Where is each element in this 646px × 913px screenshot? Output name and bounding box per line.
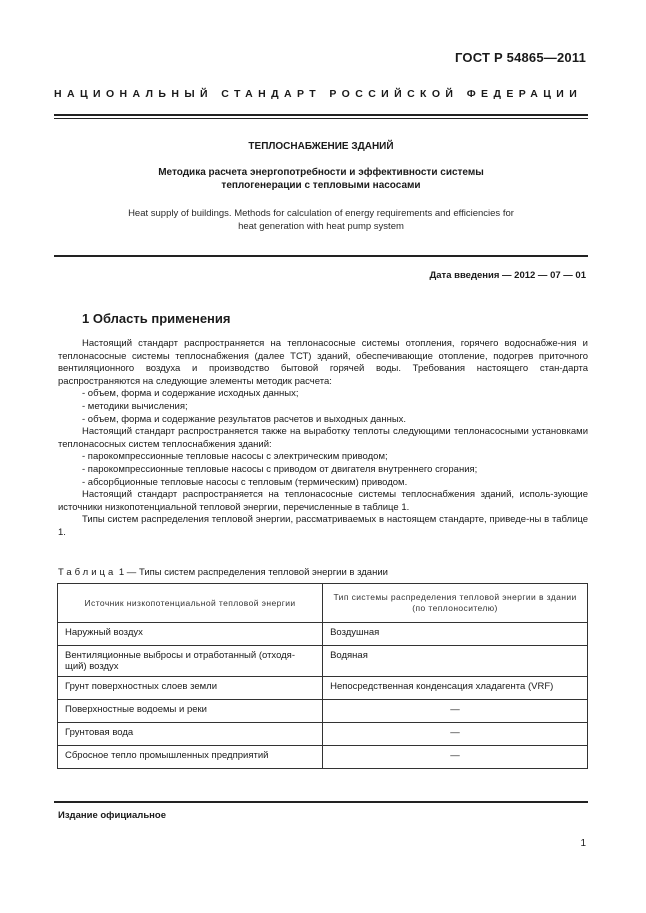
table-cell-system-type: Непосредственная конденсация хладагента (VRF) [323, 677, 588, 700]
table-header-source: Источник низкопотенциальной тепловой энергии [58, 584, 323, 623]
footer-rule [54, 801, 588, 803]
table-cell-source: Поверхностные водоемы и реки [58, 700, 323, 723]
standard-subtitle-line-2: теплогенерации с тепловыми насосами [221, 180, 421, 191]
title-rule-thick [54, 114, 588, 116]
page-number: 1 [580, 838, 586, 849]
table-cell-source: Грунтовая вода [58, 723, 323, 746]
table-cell-system-type: — [323, 700, 588, 723]
national-standard-title: НАЦИОНАЛЬНЫЙ СТАНДАРТ РОССИЙСКОЙ ФЕДЕРАЦИИ [54, 88, 583, 100]
standard-subtitle [54, 166, 588, 192]
table-cell-system-type: Водяная [323, 646, 588, 677]
table-row [58, 746, 588, 769]
english-title-line-1: Heat supply of buildings. Methods for calculation of energy requirements and efficiencies for [128, 208, 514, 219]
paragraph-4: Типы систем распределения тепловой энергии, рассматриваемых в настоящем стандарте, приведе-ны в таблице 1. [58, 514, 588, 538]
standard-subtitle-line-1: Методика расчета энергопотребности и эффективности системы [158, 167, 484, 178]
table-row [58, 646, 588, 677]
table-row [58, 700, 588, 723]
header-rule [54, 255, 588, 257]
table-row [58, 677, 588, 700]
standard-english-title [54, 207, 588, 233]
table-header-row [58, 584, 588, 623]
list-item: - объем, форма и содержание исходных данных; [82, 388, 299, 400]
table-cell-system-type: — [323, 746, 588, 769]
table-row [58, 623, 588, 646]
table-caption-word: Таблица [58, 567, 117, 578]
standard-title: ТЕПЛОСНАБЖЕНИЕ ЗДАНИЙ [248, 141, 394, 152]
official-edition-label: Издание официальное [58, 810, 166, 821]
list-item: - объем, форма и содержание результатов расчетов и выходных данных. [82, 413, 407, 425]
document-number: ГОСТ Р 54865—2011 [455, 50, 586, 65]
paragraph-2: Настоящий стандарт распространяется также на выработку теплоты следующими теплонасосными установками теплонасосных систем теплоснабжения зданий: [58, 426, 588, 450]
table-cell-system-type: Воздушная [323, 623, 588, 646]
table-cell-source: Вентиляционные выбросы и отработанный (отходя-щий) воздух [58, 646, 323, 677]
list-item: - методики вычисления; [82, 400, 188, 412]
table-cell-source: Грунт поверхностных слоев земли [58, 677, 323, 700]
heat-distribution-table [57, 583, 588, 769]
english-title-line-2: heat generation with heat pump system [238, 221, 404, 232]
list-item: - абсорбционные тепловые насосы с тепловым (термическим) приводом. [82, 476, 408, 488]
section-heading: 1 Область применения [82, 311, 231, 326]
introduction-date: Дата введения — 2012 — 07 — 01 [429, 270, 586, 281]
list-item: - парокомпрессионные тепловые насосы с приводом от двигателя внутреннего сгорания; [82, 463, 478, 475]
table-row [58, 723, 588, 746]
table-caption-text: 1 — Типы систем распределения тепловой энергии в здании [116, 567, 388, 578]
table-cell-source: Наружный воздух [58, 623, 323, 646]
table-caption [58, 567, 388, 578]
paragraph-1: Настоящий стандарт распространяется на теплонасосные системы отопления, горячего водоснабже-ния и теплонасосные системы теплоснабжения (далее ТСТ) зданий, обеспечивающие отопление, подогрев приточного вентиляционного воздуха и производство бытовой горячей воды. Требования настоящего стан-дарта распространяются на следующие элементы методик расчета: [58, 338, 588, 387]
table-header-system-type: Тип системы распределения тепловой энергии в здании (по теплоносителю) [323, 584, 588, 623]
title-rule-thin [54, 118, 588, 119]
table-cell-source: Сбросное тепло промышленных предприятий [58, 746, 323, 769]
paragraph-3: Настоящий стандарт распространяется на теплонасосные системы теплоснабжения зданий, исполь-зующие источники низкопотенциальной тепловой энергии, перечисленные в таблице 1. [58, 489, 588, 513]
list-item: - парокомпрессионные тепловые насосы с электрическим приводом; [82, 451, 388, 463]
table-cell-system-type: — [323, 723, 588, 746]
section-body [58, 338, 588, 540]
